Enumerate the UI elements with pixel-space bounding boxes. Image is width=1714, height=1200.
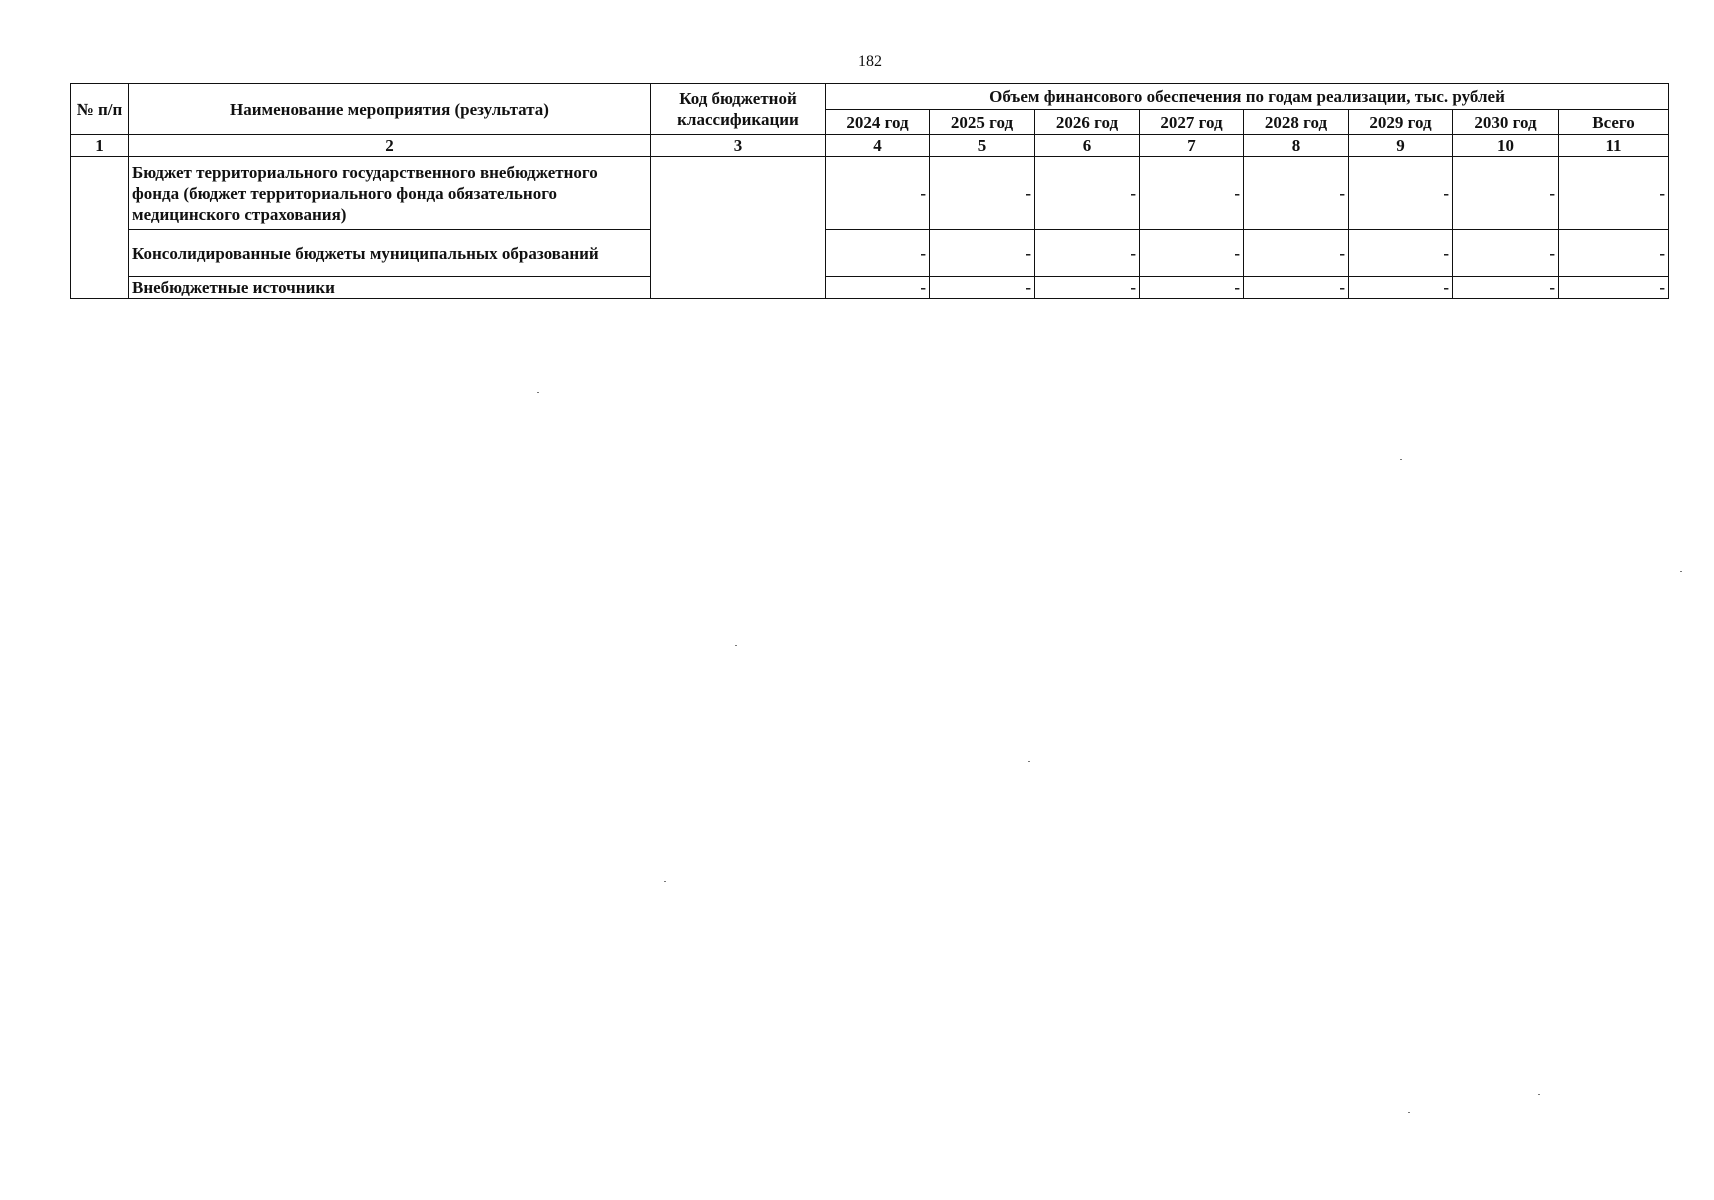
scan-speck — [1538, 1094, 1540, 1095]
column-number: 5 — [930, 135, 1035, 157]
row-name: Консолидированные бюджеты муниципальных образований — [129, 230, 651, 277]
budget-code-cell — [651, 157, 826, 299]
value-cell: - — [1244, 230, 1349, 277]
scan-speck — [735, 645, 737, 646]
value-cell: - — [1140, 277, 1244, 299]
column-number: 9 — [1349, 135, 1453, 157]
header-year-2025: 2025 год — [930, 110, 1035, 135]
value-cell: - — [826, 230, 930, 277]
value-cell: - — [930, 230, 1035, 277]
value-cell: - — [1244, 157, 1349, 230]
financing-table — [70, 83, 1669, 299]
value-cell: - — [826, 157, 930, 230]
value-cell: - — [1349, 157, 1453, 230]
column-number: 7 — [1140, 135, 1244, 157]
header-year-2024: 2024 год — [826, 110, 930, 135]
value-cell: - — [1244, 277, 1349, 299]
value-cell: - — [1453, 230, 1559, 277]
value-cell: - — [1140, 230, 1244, 277]
column-number: 6 — [1035, 135, 1140, 157]
scan-speck — [1028, 761, 1030, 762]
header-name: Наименование мероприятия (результата) — [129, 84, 651, 135]
value-cell: - — [1349, 230, 1453, 277]
header-year-2029: 2029 год — [1349, 110, 1453, 135]
scan-speck — [1680, 571, 1682, 572]
header-year-2027: 2027 год — [1140, 110, 1244, 135]
column-number: 11 — [1559, 135, 1669, 157]
value-cell: - — [1453, 277, 1559, 299]
header-year-2028: 2028 год — [1244, 110, 1349, 135]
table-row — [71, 277, 1669, 299]
table-row — [71, 230, 1669, 277]
value-cell: - — [1035, 230, 1140, 277]
value-cell: - — [826, 277, 930, 299]
header-year-2030: 2030 год — [1453, 110, 1559, 135]
row-name: Бюджет территориального государственного внебюджетного фонда (бюджет территориального фонда обязательного медицинского страхования) — [129, 157, 651, 230]
header-volume: Объем финансового обеспечения по годам реализации, тыс. рублей — [826, 84, 1669, 110]
value-cell: - — [930, 157, 1035, 230]
value-cell: - — [930, 277, 1035, 299]
scan-speck — [1408, 1112, 1410, 1113]
header-no: № п/п — [71, 84, 129, 135]
column-number: 8 — [1244, 135, 1349, 157]
header-row-1 — [71, 84, 1669, 110]
column-number: 4 — [826, 135, 930, 157]
header-total: Всего — [1559, 110, 1669, 135]
value-cell: - — [1559, 277, 1669, 299]
page-number: 182 — [858, 53, 882, 70]
column-number-row — [71, 135, 1669, 157]
row-name: Внебюджетные источники — [129, 277, 651, 299]
value-cell: - — [1559, 230, 1669, 277]
value-cell: - — [1140, 157, 1244, 230]
column-number: 1 — [71, 135, 129, 157]
value-cell: - — [1453, 157, 1559, 230]
column-number: 10 — [1453, 135, 1559, 157]
scan-speck — [664, 881, 666, 882]
column-number: 3 — [651, 135, 826, 157]
scan-speck — [537, 392, 539, 393]
value-cell: - — [1035, 277, 1140, 299]
value-cell: - — [1035, 157, 1140, 230]
header-code: Код бюджетной классификации — [651, 84, 826, 135]
value-cell: - — [1349, 277, 1453, 299]
row-number-cell — [71, 157, 129, 299]
column-number: 2 — [129, 135, 651, 157]
header-year-2026: 2026 год — [1035, 110, 1140, 135]
value-cell: - — [1559, 157, 1669, 230]
scan-speck — [1400, 459, 1402, 460]
table-row — [71, 157, 1669, 230]
